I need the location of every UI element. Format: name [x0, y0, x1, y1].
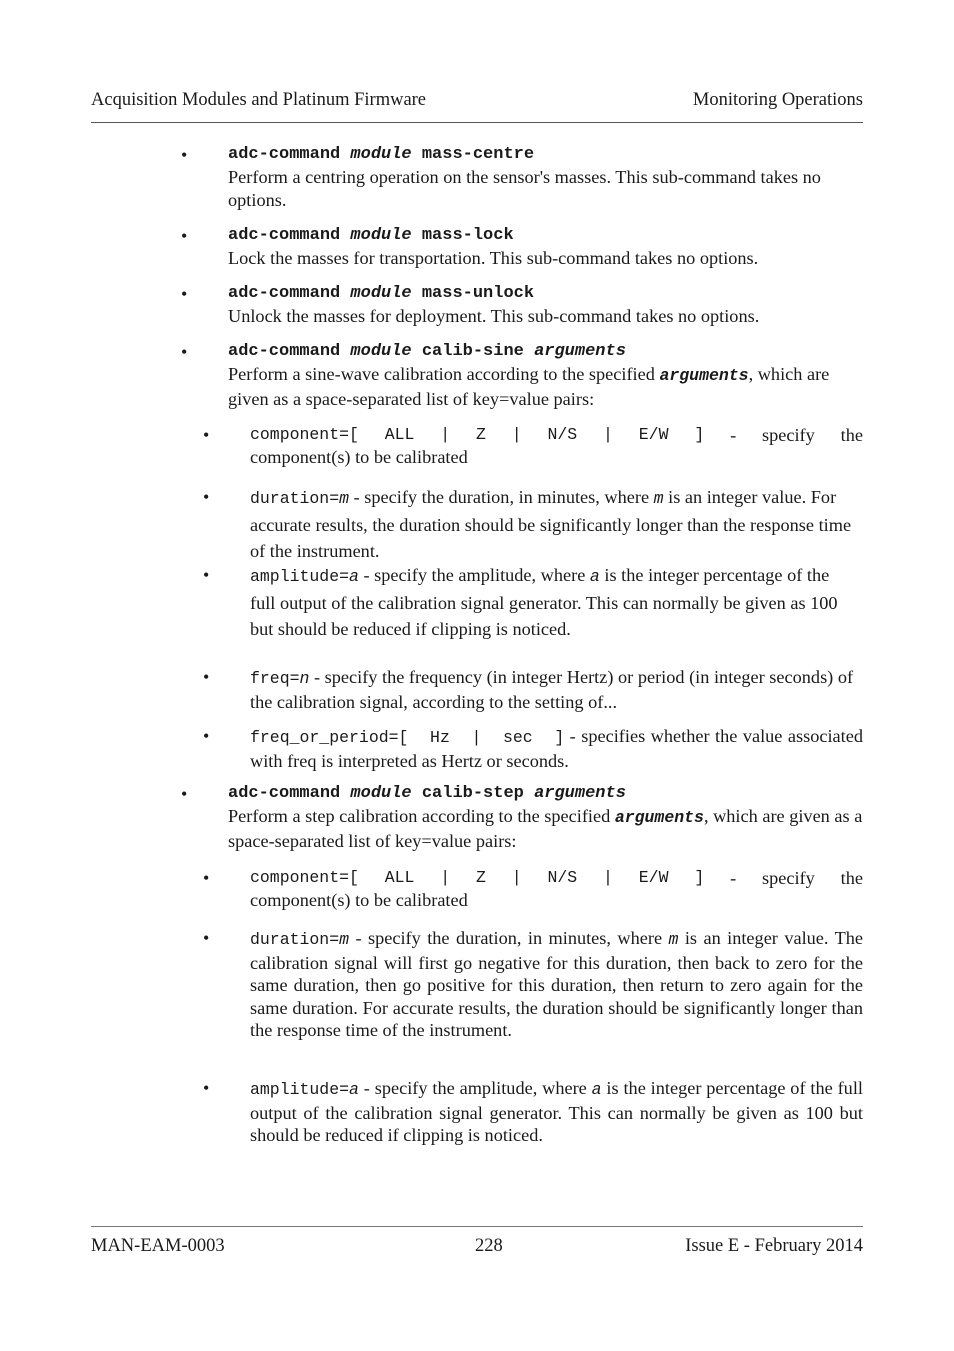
- list-item-mass-centre: [228, 144, 864, 211]
- command-description: Lock the masses for transportation. This sub-command takes no options.: [228, 248, 759, 268]
- list-item-calib-sine: [228, 341, 864, 410]
- list-item-mass-unlock: [228, 283, 864, 328]
- command-description: Perform a step calibration according to the specified arguments, which are given as a space-separated list of key=value pairs:: [228, 806, 863, 851]
- bullet: •: [203, 565, 210, 585]
- command-description: Perform a sine-wave calibration according to the specified arguments, which are given as a space-separated list of key=value pairs:: [228, 364, 830, 409]
- command-description: Perform a centring operation on the sensor's masses. This sub-command takes no options.: [228, 167, 821, 210]
- issue-date: Issue E - February 2014: [685, 1236, 863, 1256]
- bullet: •: [181, 342, 188, 362]
- component-option-line: component=[ ALL | Z | N/S | E/W ] - specify the: [250, 868, 863, 888]
- sub-item-duration: [250, 484, 852, 564]
- bullet: •: [181, 226, 188, 246]
- sub-item-freq: [250, 666, 863, 713]
- command-line: adc-command module mass-centre: [228, 145, 535, 164]
- sub-item-freq-or-period: [250, 725, 863, 772]
- command-line: adc-command module mass-unlock: [228, 284, 535, 303]
- list-item-mass-lock: [228, 225, 864, 270]
- header-section: Monitoring Operations: [692, 90, 863, 110]
- sub-item-component: [250, 424, 863, 469]
- component-option-line: component=[ ALL | Z | N/S | E/W ] - specify the: [250, 425, 863, 445]
- bullet: •: [181, 284, 188, 304]
- page-header: [91, 90, 863, 114]
- command-line: adc-command module calib-step arguments: [228, 784, 626, 803]
- sub-item-component: [250, 867, 863, 912]
- page-footer: [91, 1236, 863, 1260]
- list-item-calib-step: [228, 783, 864, 852]
- footer-rule: [91, 1226, 863, 1227]
- page-number: 228: [475, 1236, 503, 1256]
- bullet: •: [203, 667, 210, 687]
- bullet: •: [203, 425, 210, 445]
- duration-description: duration=m - specify the duration, in minutes, where m is an integer value. The calibration signal will first go negative for this duration, then back to zero for the same duration, then go positive for this duration, then return to zero again for the same duration. For accurate results, the duration should be significantly longer than the response time of the instrument.: [250, 928, 863, 1041]
- command-line: adc-command module mass-lock: [228, 226, 514, 245]
- freq-or-period-description: freq_or_period=[ Hz | sec ] - specifies whether the value associated with freq is interpreted as Hertz or seconds.: [250, 726, 863, 771]
- command-line: adc-command module calib-sine arguments: [228, 342, 626, 361]
- command-description: Unlock the masses for deployment. This sub-command takes no options.: [228, 306, 760, 326]
- bullet: •: [203, 868, 210, 888]
- sub-item-amplitude: [250, 562, 840, 642]
- bullet: •: [203, 487, 210, 507]
- bullet: •: [181, 784, 188, 804]
- component-description: component(s) to be calibrated: [250, 890, 468, 910]
- amplitude-description: amplitude=a - specify the amplitude, where a is the integer percentage of the full output of the calibration signal generator. This can normally be given as 100 but should be reduced if clipping is noticed.: [250, 565, 838, 639]
- bullet: •: [203, 1078, 210, 1098]
- sub-item-amplitude: [250, 1077, 863, 1147]
- header-title: Acquisition Modules and Platinum Firmware: [91, 90, 427, 110]
- header-rule: [91, 122, 863, 123]
- freq-description: freq=n - specify the frequency (in integer Hertz) or period (in integer seconds) of the calibration signal, according to the setting of...: [250, 667, 854, 712]
- component-description: component(s) to be calibrated: [250, 447, 468, 467]
- bullet: •: [203, 726, 210, 746]
- amplitude-description: amplitude=a - specify the amplitude, where a is the integer percentage of the full output of the calibration signal generator. This can normally be given as 100 but should be reduced if clipping is noticed.: [250, 1078, 863, 1146]
- bullet: •: [181, 145, 188, 165]
- bullet: •: [203, 928, 210, 948]
- sub-item-duration: [250, 927, 863, 1042]
- document-id: MAN-EAM-0003: [91, 1236, 225, 1256]
- duration-description: duration=m - specify the duration, in minutes, where m is an integer value. For accurate results, the duration should be significantly longer than the response time of the instrument.: [250, 487, 852, 561]
